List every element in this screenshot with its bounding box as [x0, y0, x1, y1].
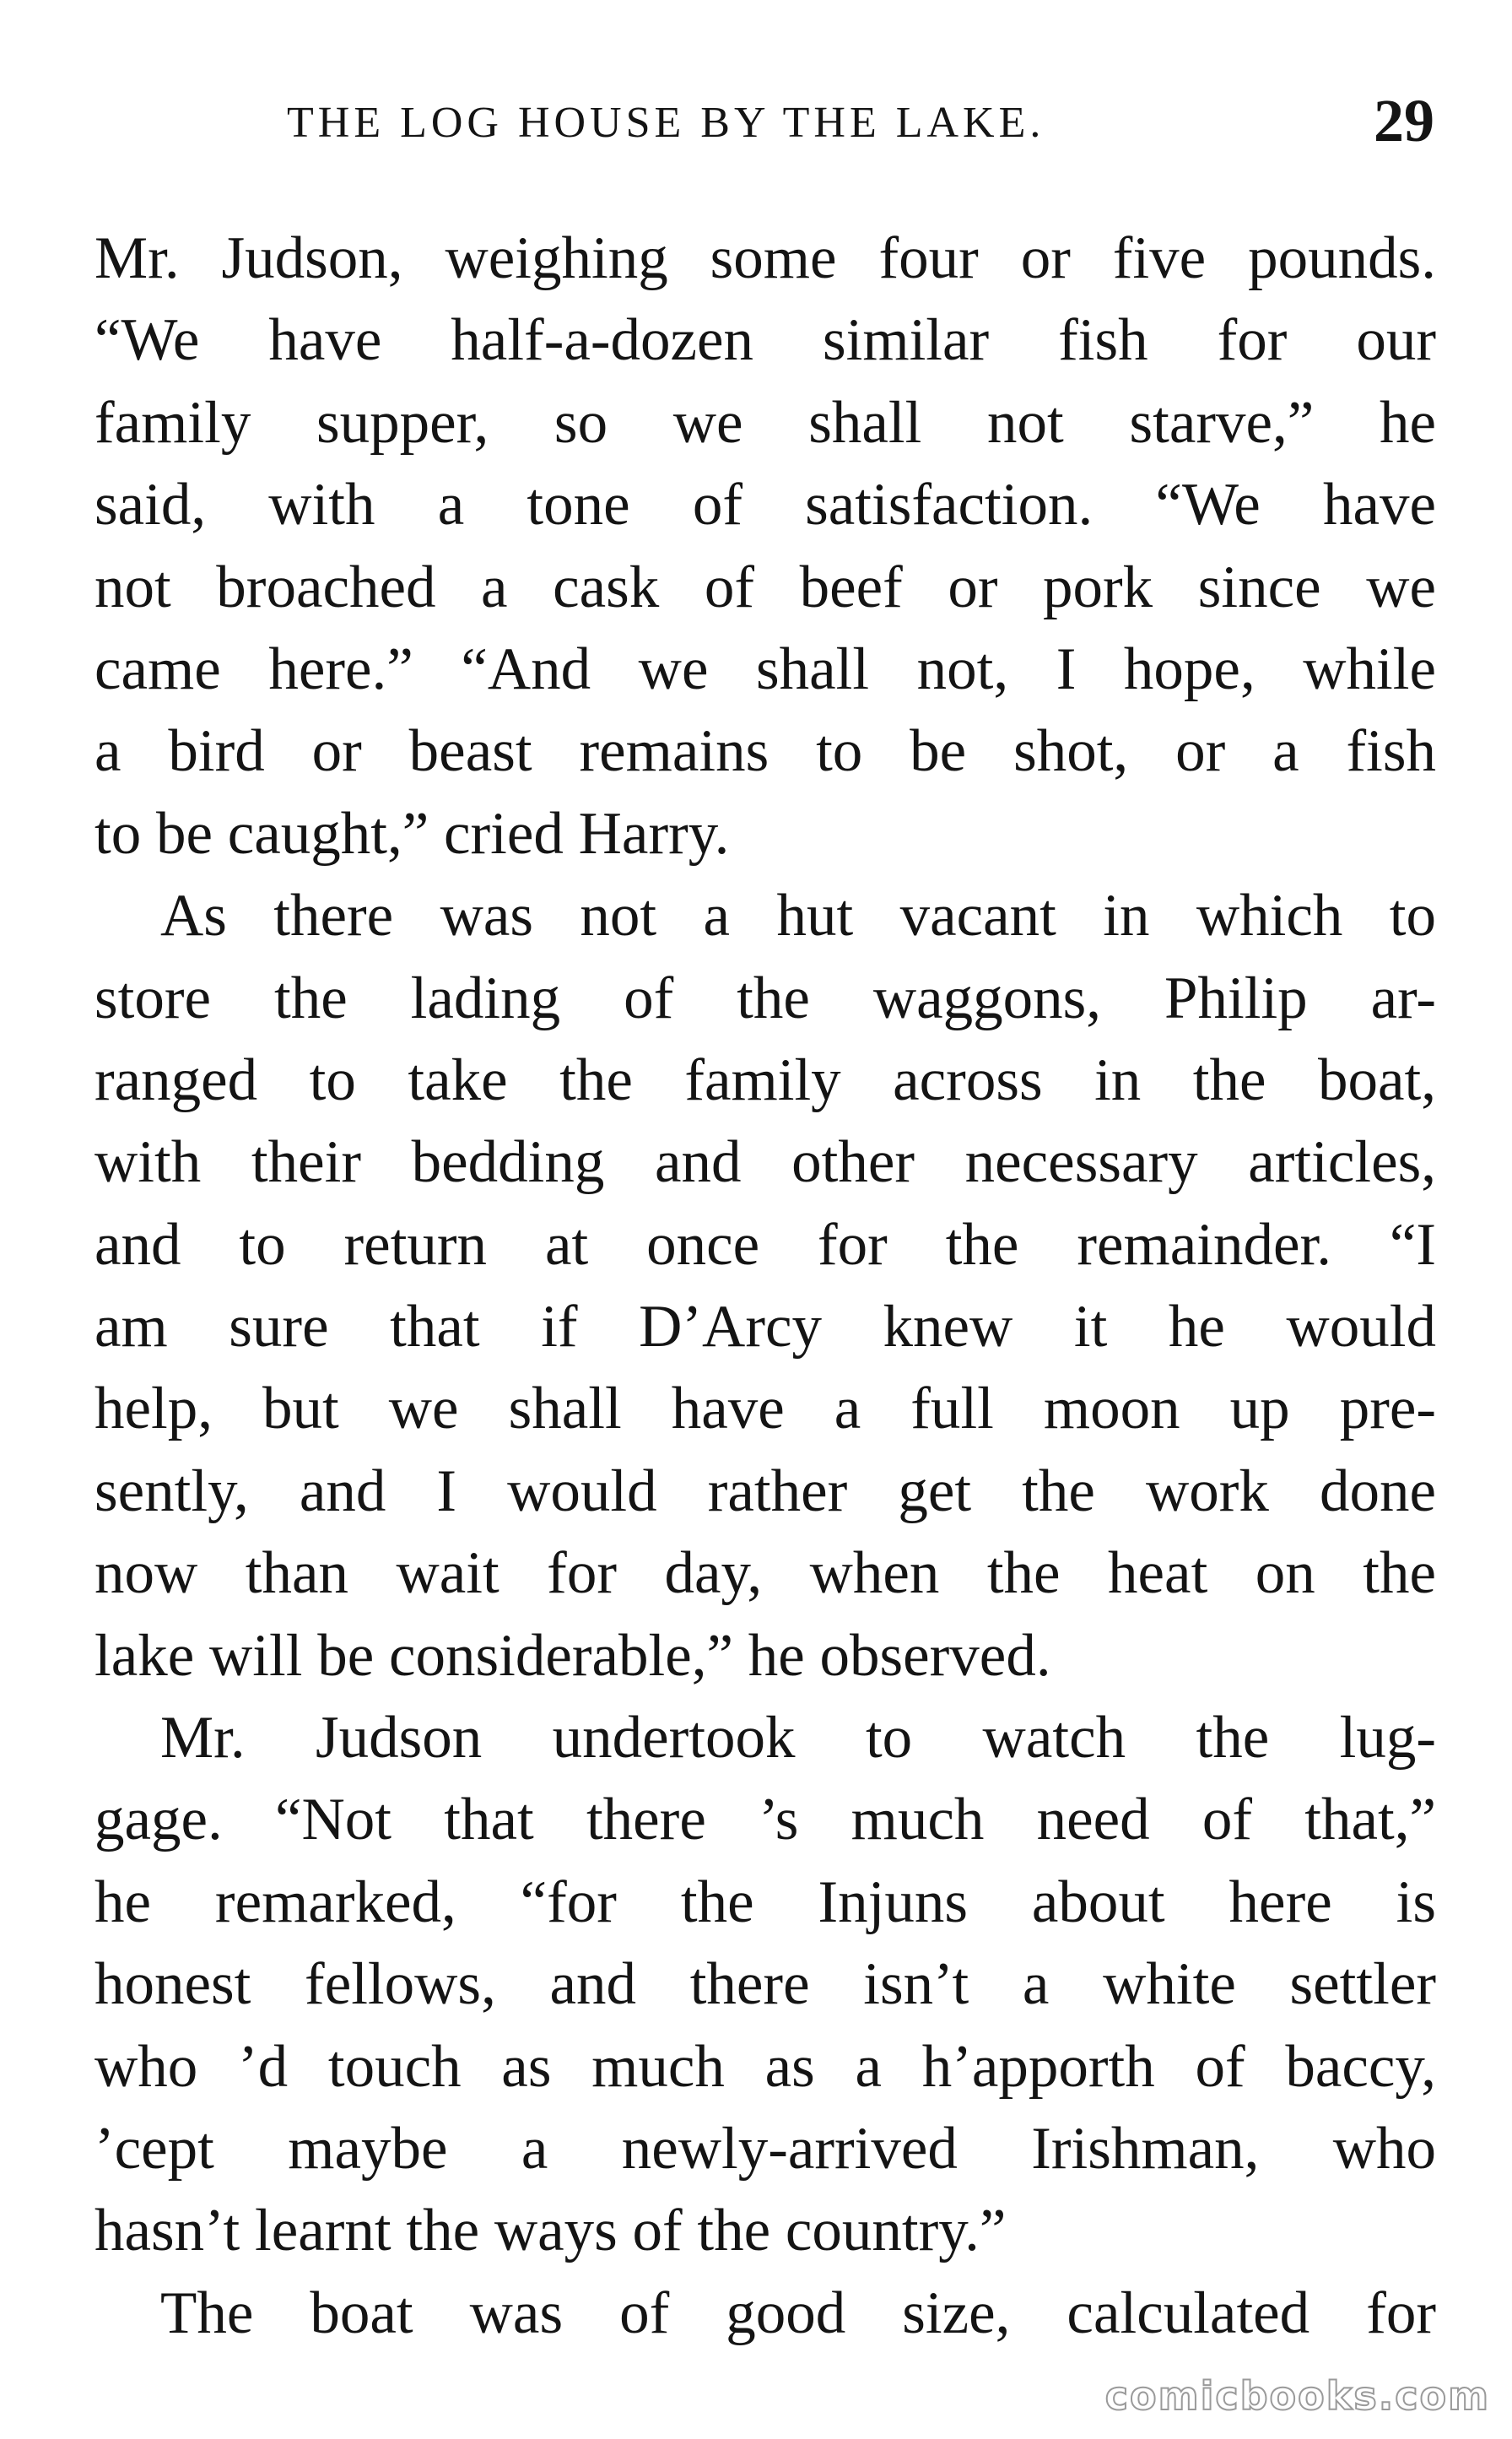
text-line: “We have half-a-dozen similar fish for our [94, 307, 1436, 374]
text-line: lake will be considerable,” he observed. [94, 1622, 1051, 1689]
text-line: he remarked, “for the Injuns about here is [94, 1868, 1436, 1935]
body-text [94, 218, 1436, 2355]
text-line: now than wait for day, when the heat on the [94, 1540, 1436, 1607]
running-head [287, 87, 1434, 159]
text-line: am sure that if D’Arcy knew it he would [94, 1294, 1436, 1360]
text-line: to be caught,” cried Harry. [94, 800, 730, 867]
text-line: a bird or beast remains to be shot, or a fish [94, 718, 1436, 785]
text-line: came here.” “And we shall not, I hope, while [94, 635, 1436, 702]
text-line: ’cept maybe a newly-arrived Irishman, who [94, 2115, 1436, 2182]
text-line: Mr. Judson, weighing some four or five pounds. [94, 225, 1436, 291]
text-line: not broached a cask of beef or pork since we [94, 554, 1436, 620]
text-line: who ’d touch as much as a h’apporth of baccy, [94, 2033, 1436, 2100]
text-line: help, but we shall have a full moon up pre- [94, 1376, 1436, 1442]
text-line: and to return at once for the remainder. “I [94, 1211, 1436, 1278]
paragraph-1 [94, 218, 1436, 875]
text-line: hasn’t learnt the ways of the country.” [94, 2198, 1007, 2264]
text-line: gage. “Not that there ’s much need of that,” [94, 1787, 1436, 1853]
text-line: Mr. Judson undertook to watch the lug- [160, 1705, 1436, 1771]
text-line: with their bedding and other necessary articles, [94, 1129, 1436, 1196]
watermark: comicbooks.com [1104, 2373, 1490, 2419]
paragraph-4 [94, 2273, 1436, 2355]
text-line: honest fellows, and there isn’t a white settler [94, 1951, 1436, 2018]
text-line: sently, and I would rather get the work done [94, 1457, 1436, 1524]
paragraph-3 [94, 1697, 1436, 2273]
text-line: family supper, so we shall not starve,” he [94, 389, 1436, 456]
text-line: ranged to take the family across in the boat, [94, 1046, 1436, 1113]
text-line: store the lading of the waggons, Philip ar- [94, 965, 1436, 1031]
paragraph-2 [94, 875, 1436, 1697]
text-line: said, with a tone of satisfaction. “We have [94, 472, 1436, 538]
text-line: The boat was of good size, calculated for [160, 2279, 1436, 2346]
page-number: 29 [1374, 87, 1434, 154]
running-title: THE LOG HOUSE BY THE LAKE. [287, 99, 1045, 147]
text-line: As there was not a hut vacant in which to [160, 883, 1436, 949]
